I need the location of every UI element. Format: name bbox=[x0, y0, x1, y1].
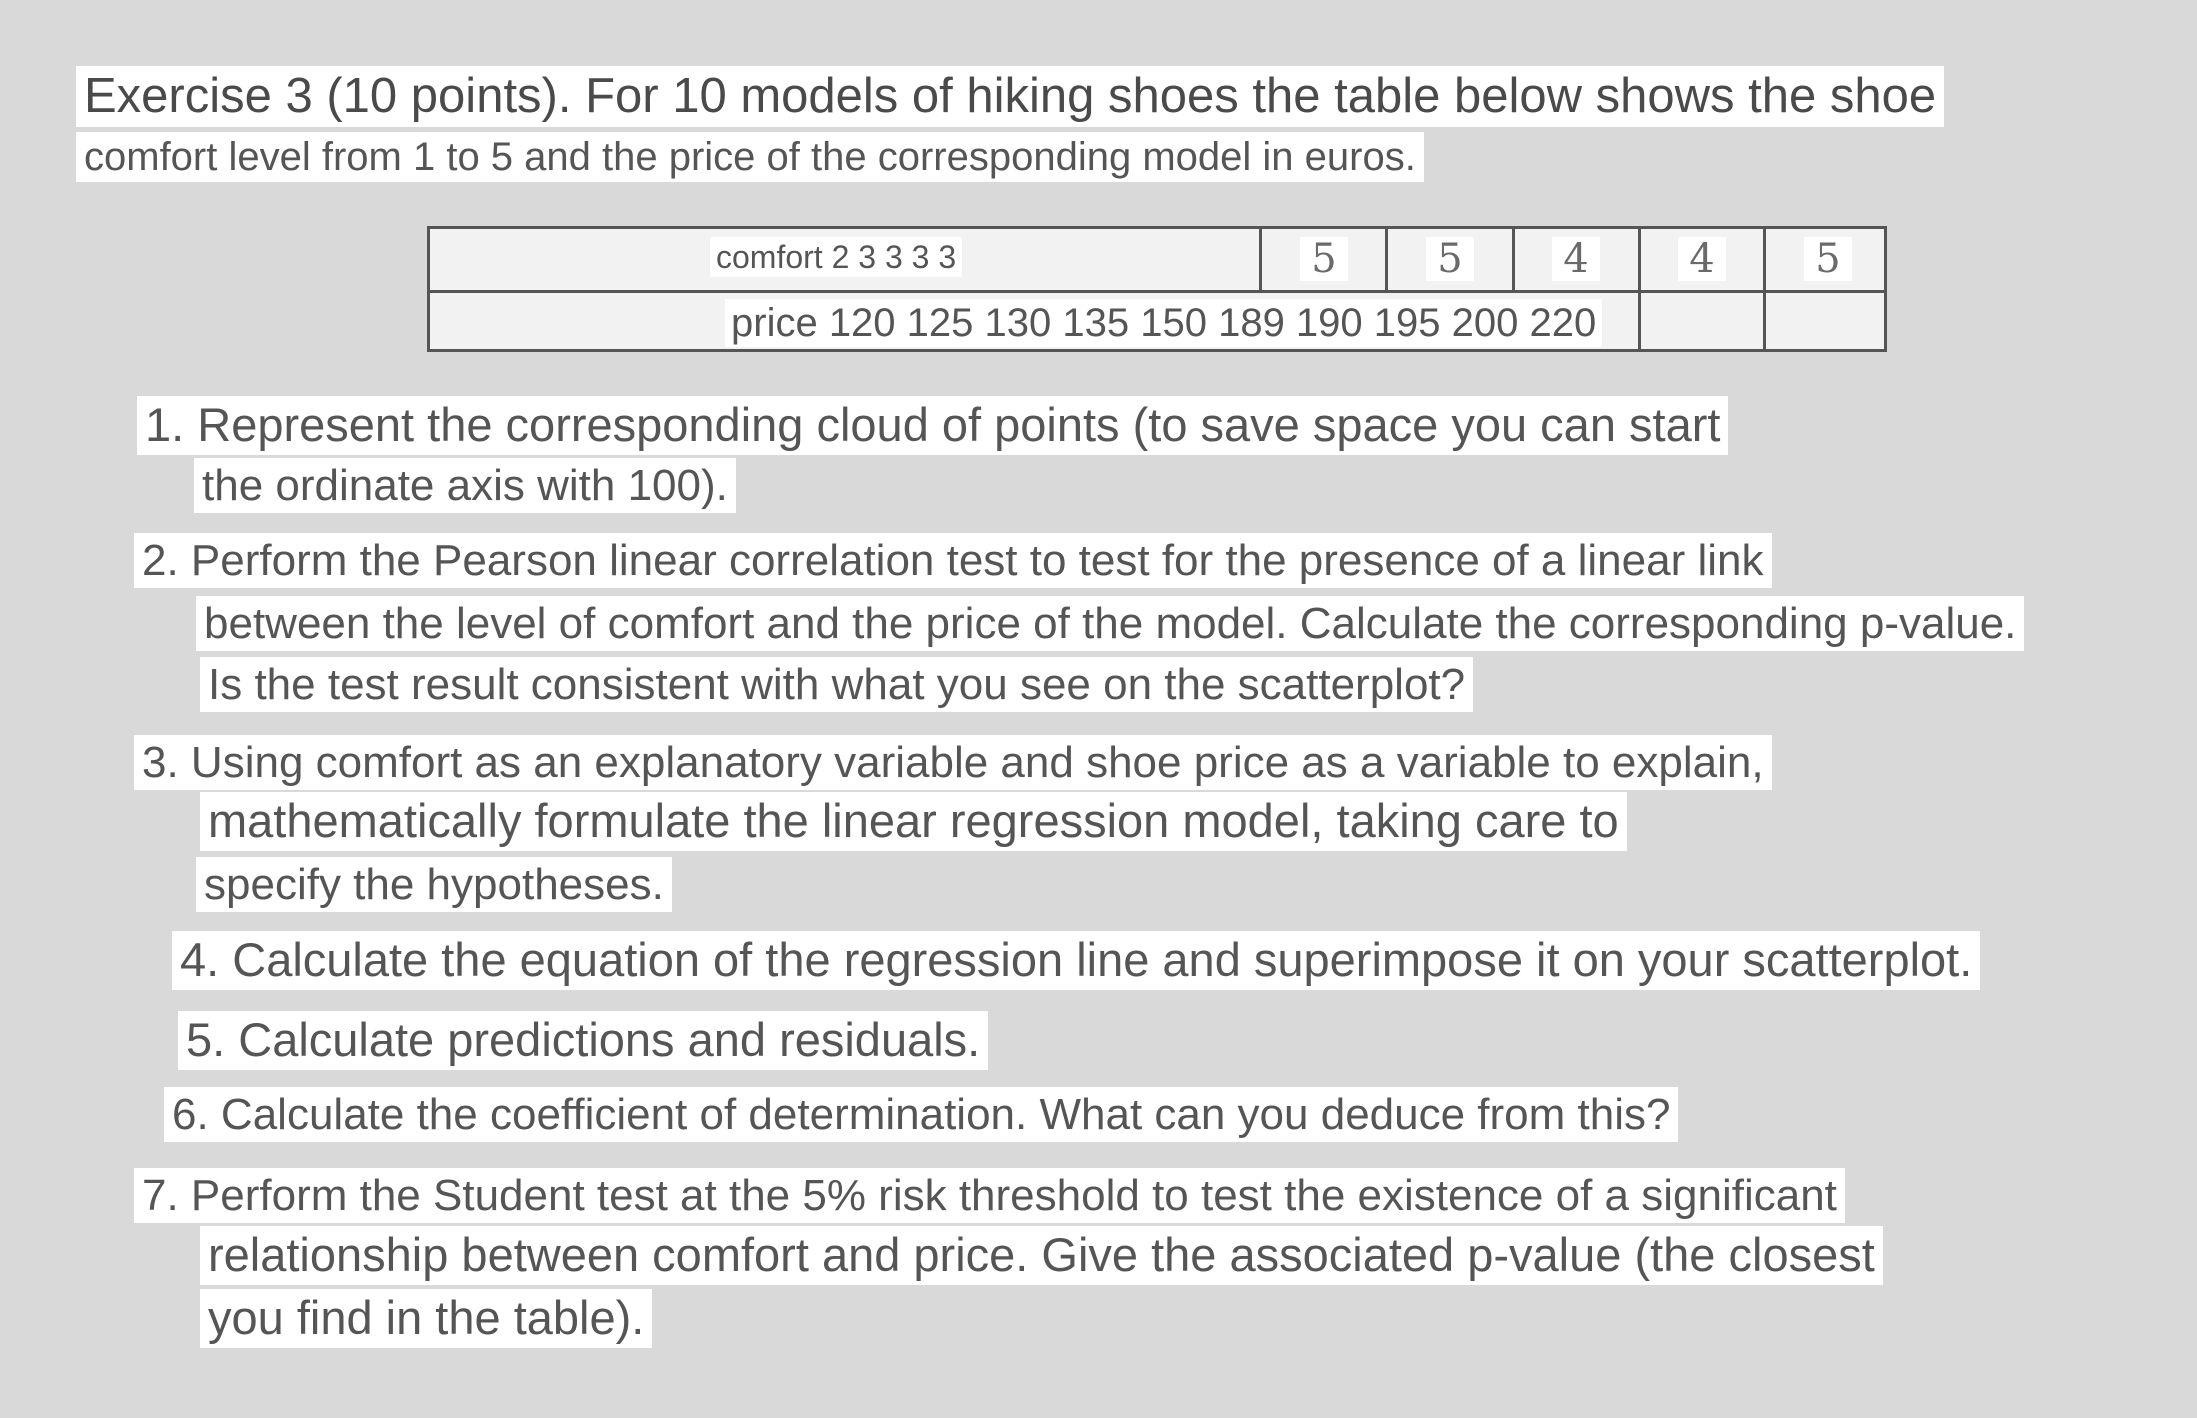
question-text: Is the test result consistent with what you see on the scatterplot? bbox=[200, 657, 1473, 712]
question-text: 5. Calculate predictions and residuals. bbox=[178, 1011, 988, 1070]
comfort-value: 4 bbox=[1678, 237, 1726, 281]
comfort-value: 5 bbox=[1804, 237, 1852, 281]
comfort-label: comfort 2 3 3 3 3 bbox=[710, 237, 962, 277]
price-label: price 120 125 130 135 150 189 190 195 200 220 bbox=[725, 299, 1602, 347]
exercise-subtitle: comfort level from 1 to 5 and the price of the corresponding model in euros. bbox=[76, 132, 1424, 182]
comfort-value: 5 bbox=[1426, 237, 1474, 281]
table-divider bbox=[1638, 293, 1641, 349]
question-text: mathematically formulate the linear regression model, taking care to bbox=[200, 792, 1627, 851]
question-text: 4. Calculate the equation of the regression line and superimpose it on your scatterplot. bbox=[172, 931, 1980, 990]
question-text: relationship between comfort and price. Give the associated p-value (the closest bbox=[200, 1226, 1883, 1285]
question-text: 1. Represent the corresponding cloud of points (to save space you can start bbox=[137, 396, 1728, 455]
table-divider bbox=[1512, 229, 1515, 290]
question-text: 7. Perform the Student test at the 5% risk threshold to test the existence of a significant bbox=[134, 1168, 1845, 1223]
question-text: the ordinate axis with 100). bbox=[194, 458, 736, 513]
question-text: you find in the table). bbox=[200, 1289, 652, 1348]
comfort-value: 4 bbox=[1552, 237, 1600, 281]
comfort-value: 5 bbox=[1300, 237, 1348, 281]
data-table bbox=[427, 226, 1887, 352]
question-text: 6. Calculate the coefficient of determination. What can you deduce from this? bbox=[164, 1087, 1678, 1142]
table-divider bbox=[1385, 229, 1388, 290]
table-divider bbox=[1763, 229, 1766, 290]
exercise-title: Exercise 3 (10 points). For 10 models of hiking shoes the table below shows the shoe bbox=[76, 66, 1944, 127]
question-text: 2. Perform the Pearson linear correlation test to test for the presence of a linear link bbox=[134, 533, 1772, 588]
question-text: 3. Using comfort as an explanatory variable and shoe price as a variable to explain, bbox=[134, 735, 1772, 790]
question-text: specify the hypotheses. bbox=[196, 857, 672, 912]
table-row-comfort bbox=[430, 229, 1884, 293]
table-divider bbox=[1638, 229, 1641, 290]
table-divider bbox=[1259, 229, 1262, 290]
table-divider bbox=[1763, 293, 1766, 349]
question-text: between the level of comfort and the price of the model. Calculate the corresponding p-value. bbox=[196, 596, 2024, 651]
table-row-price bbox=[430, 293, 1884, 349]
